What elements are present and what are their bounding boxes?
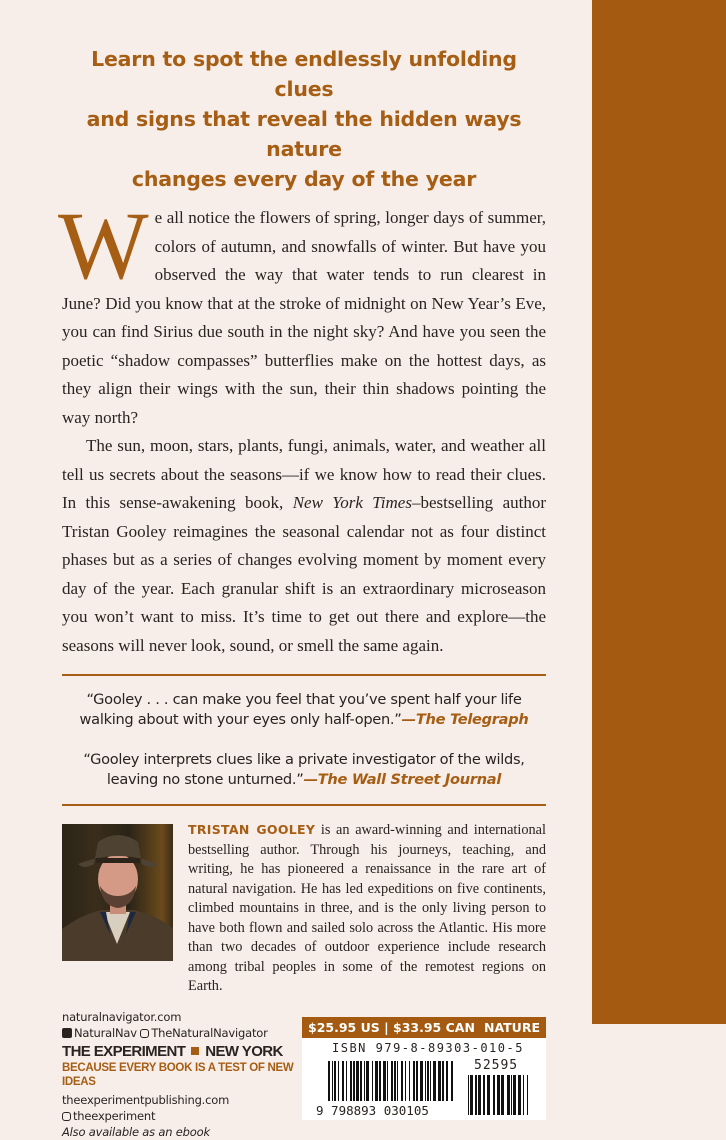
back-cover-content xyxy=(58,44,546,1140)
barcode-bar xyxy=(401,1061,403,1101)
barcode-bar xyxy=(425,1061,426,1101)
price-addon-code: 52595 xyxy=(474,1057,519,1073)
barcode-bar xyxy=(372,1061,373,1101)
bio-text: is an award-winning and international bestselling author. Through his journeys, teaching, and writing, he has pioneered a renaissance in the rare art of natural navigation. He has led expeditions on five continents, climbed mountains in three, and is the only living person to have both flown and sailed solo across the Atlantic. His more than two decades of outdoor experience include research among tribal peoples in some of the remotest regions on Earth. xyxy=(188,822,546,994)
author-website[interactable]: naturalnavigator.com xyxy=(62,1009,182,1024)
twitter-handle[interactable]: NaturalNav xyxy=(74,1025,137,1040)
paragraph-text: e all notice the flowers of spring, longer days of summer, colors of autumn, and snowfalls of winter. But have you observed the way that water tends to run clearest in June? Did you know that at the stroke of midnight on New Year’s Eve, you can find Sirius due south in the night sky? And have you seen the poetic “shadow compasses” butterflies make on the hottest days, as they align their wings with the sun, their thin shadows pointing the way north? xyxy=(62,208,546,427)
ean-number: 9 798893 030105 xyxy=(316,1102,429,1118)
barcode-bar xyxy=(451,1061,453,1101)
barcode-bar xyxy=(483,1075,485,1115)
isbn: ISBN 979-8-89303-010-5 xyxy=(332,1040,524,1055)
ebook-note: Also available as an ebook xyxy=(62,1124,210,1139)
ean-barcode xyxy=(328,1061,454,1101)
barcode-bar xyxy=(387,1061,388,1101)
quote-text: “Gooley . . . can make you feel that you’ve spent half your life walking about with your eyes only half-open.” xyxy=(79,691,522,728)
barcode-bar xyxy=(468,1075,469,1115)
category: NATURE xyxy=(483,1019,540,1035)
author-name: TRISTAN GOOLEY xyxy=(188,822,316,837)
barcode-bar xyxy=(375,1061,378,1101)
barcode-bar xyxy=(493,1075,495,1115)
barcode-bar xyxy=(391,1061,393,1101)
barcode-box xyxy=(302,1017,546,1120)
barcode-bar xyxy=(513,1075,516,1115)
description xyxy=(58,192,546,660)
barcode-bar xyxy=(470,1075,473,1115)
barcode-bar xyxy=(346,1061,347,1101)
paragraph-2 xyxy=(62,432,546,660)
barcode-bar xyxy=(338,1061,339,1101)
social-handles xyxy=(62,1025,298,1041)
barcode-bar xyxy=(379,1061,381,1101)
barcode-bar xyxy=(394,1061,396,1101)
barcode-bar xyxy=(442,1061,444,1101)
author-bio xyxy=(188,820,546,997)
publisher-tagline: BECAUSE EVERY BOOK IS A TEST OF NEW IDEAS xyxy=(62,1061,294,1088)
paragraph-text: The sun, moon, stars, plants, fungi, animals, water, and weather all tell us secrets about the seasons—if we know how to read their clues. In this sense-awakening book, xyxy=(62,436,546,512)
barcode-bar xyxy=(383,1061,386,1101)
publisher-city: NEW YORK xyxy=(205,1042,283,1060)
headline xyxy=(62,44,546,194)
divider xyxy=(62,804,546,806)
review-quote xyxy=(62,750,546,790)
barcode-bar xyxy=(501,1075,504,1115)
barcode-bar xyxy=(364,1061,365,1101)
barcode-bar xyxy=(328,1061,330,1101)
contact-block xyxy=(62,1009,298,1140)
barcode-bar xyxy=(397,1061,398,1101)
publication-title: New York Times xyxy=(292,493,412,512)
barcode-bar xyxy=(353,1061,355,1101)
price-bar xyxy=(302,1017,546,1038)
publisher-instagram[interactable]: theexperiment xyxy=(73,1108,156,1123)
barcode-bar xyxy=(497,1075,500,1115)
barcode-bar xyxy=(409,1061,410,1101)
barcode-bar xyxy=(523,1075,524,1115)
headline-line: Learn to spot the endlessly unfolding clues xyxy=(91,47,517,101)
barcode-bar xyxy=(350,1061,352,1101)
author-section xyxy=(62,820,546,997)
barcode-bar xyxy=(342,1061,344,1101)
barcode-bar xyxy=(487,1075,490,1115)
barcode-bar xyxy=(420,1061,423,1101)
barcode-bar xyxy=(446,1061,448,1101)
addon-barcode xyxy=(468,1075,528,1115)
barcode-bar xyxy=(366,1061,369,1101)
barcode-bar xyxy=(433,1061,436,1101)
barcode-bar xyxy=(478,1075,481,1115)
instagram-icon xyxy=(62,1112,71,1121)
review-quote xyxy=(62,690,546,730)
headline-line: and signs that reveal the hidden ways nature xyxy=(86,107,522,161)
barcode-bar xyxy=(511,1075,512,1115)
barcode-bar xyxy=(430,1061,431,1101)
barcode-bar xyxy=(334,1061,336,1101)
author-photo xyxy=(62,824,173,961)
instagram-icon xyxy=(140,1029,149,1038)
spine-band xyxy=(592,0,726,1024)
paragraph-text: –bestselling author Tristan Gooley reimagines the seasonal calendar not as four distinct phases but as a series of changes evolving moment by moment every day of the year. Each granular shift is an extraordinary microseason you won’t want to miss. It’s time to get out there and explore—the seasons will never look, sound, or smell the same again. xyxy=(62,493,546,655)
instagram-handle[interactable]: TheNaturalNavigator xyxy=(151,1025,268,1040)
quote-source: —The Wall Street Journal xyxy=(303,771,502,788)
barcode-bar xyxy=(416,1061,418,1101)
headline-line: changes every day of the year xyxy=(131,167,477,191)
barcode-bar xyxy=(356,1061,359,1101)
quote-source: —The Telegraph xyxy=(401,711,529,728)
barcode-bar xyxy=(413,1061,415,1101)
bottom-section xyxy=(62,1009,546,1140)
barcode-bar xyxy=(427,1061,429,1101)
publisher-logo xyxy=(62,1043,298,1061)
barcode-bar xyxy=(527,1075,528,1115)
barcode-bar xyxy=(360,1061,362,1101)
barcode-bar xyxy=(518,1075,521,1115)
barcode-bar xyxy=(405,1061,406,1101)
drop-cap: W xyxy=(58,192,149,299)
quote-text: “Gooley interprets clues like a private investigator of the wilds, leaving no stone unturned.” xyxy=(83,751,525,788)
barcode-bar xyxy=(475,1075,477,1115)
twitter-icon xyxy=(62,1028,72,1038)
publisher-name: THE EXPERIMENT xyxy=(62,1042,186,1060)
paragraph-1 xyxy=(58,192,546,432)
divider xyxy=(62,674,546,676)
barcode-bar xyxy=(507,1075,510,1115)
barcode-bar xyxy=(438,1061,441,1101)
barcode-bar xyxy=(332,1061,333,1101)
price: $25.95 US | $33.95 CAN xyxy=(308,1019,475,1035)
publisher-website[interactable]: theexperimentpublishing.com xyxy=(62,1092,230,1107)
square-icon xyxy=(191,1047,199,1055)
